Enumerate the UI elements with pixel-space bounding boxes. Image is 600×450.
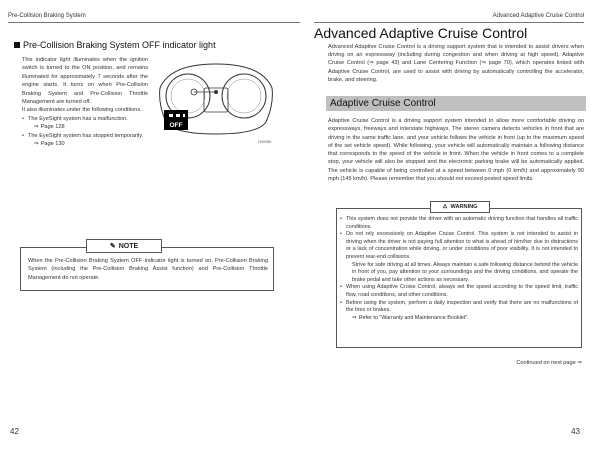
list-item-text: The EyeSight system has a malfunction. [28,115,128,122]
paragraph: This indicator light illuminates when the ignition switch is turned to the ON position, and remains illuminated for approximately 7 seconds after the engine starts. It turns on when Pre-Collision Braking System and Pre-Collision Throttle Management are turned off. [22,57,148,106]
condition-list [22,115,148,149]
arrow-right-icon: ⇒ [34,124,39,131]
header-rule [8,22,300,23]
warning-list [340,216,578,322]
figure-id: H00085 [258,140,272,144]
acc-description: Adaptive Cruise Control is a driving support system intended to allow more comfortable driving on expressways, freeways and interstate highways. The stereo camera detects vehicles in front that are driving in the same traffic lane, and your vehicle follows the vehicle in front (up to the maximum speed of the set vehicle speed). While following, your vehicle will automatically maintain a following distance that corresponds to the speed of the vehicle in front. When the vehicle in front comes to a complete stop, your vehicle will also be stopped and the electronic parking brake will be automatically applied. The vehicle is capable of being controlled at a speed between 0 mph (0 km/h) and approximately 90 mph (145 km/h). Please remember that you should not exceed posted speed limits. [328,118,584,182]
continued-next-page: Continued on next page ⇒ [516,360,582,366]
page-reference-text: Page 130 [40,141,65,148]
off-indicator-text: OFF [169,122,183,129]
list-item [340,231,578,284]
intro-paragraph: Advanced Adaptive Cruise Control is a driving support system that is intended to assist drivers when driving on an expressway (including during congestion and when driving at high speed). Adaptive Cruise Control (⇒ page 43) and Lane Centering Function (⇒ page 70), which operates linked with Adaptive Cruise Control, are used to assist with driving by automatically controlling the accelerator, brake, and steering. [328,44,584,83]
section-heading [14,40,216,50]
warning-title: WARNING [450,204,478,210]
list-item [340,284,578,299]
list-item [340,300,578,323]
note-title: NOTE [118,242,139,250]
page-reference[interactable] [28,123,148,131]
page-reference-text: Page 128 [40,124,65,131]
list-item-text: The EyeSight system has stopped temporarily. [28,132,144,139]
paragraph: It also illuminates under the following conditions. [22,107,142,114]
warning-triangle-icon: ⚠ [442,204,448,210]
instrument-cluster-illustration [158,60,274,136]
warning-header [430,201,490,213]
subsection-heading: Adaptive Cruise Control [326,96,586,111]
list-item [22,132,148,149]
section-heading-text: Pre-Collision Braking System OFF indicator light [23,40,216,50]
page-reference[interactable] [28,140,148,148]
list-item-text: When using Adaptive Cruise Control, always set the speed according to the speed limit, traffic flow, road conditions, and other conditions. [346,284,578,298]
note-pencil-icon: ✎ [109,243,116,250]
running-head: Advanced Adaptive Cruise Control [492,13,584,19]
right-page [300,0,600,450]
list-item-text: This system does not provide the driver with an automatic driving function that handles all traffic conditions. [346,216,578,230]
list-item-extra: Strive for safe driving at all times. Always maintain a safe following distance behind the vehicle in front of you, pay attention to your surroundings and the driving conditions, and operate the brake pedal and take other actions as necessary. [352,261,578,283]
list-item-text: Before using the system, perform a daily inspection and verify that there are no malfunctions of the tires or brakes. [346,299,578,314]
page-number: 43 [571,427,580,436]
header-rule [314,22,584,23]
indicator-description [22,56,148,148]
square-bullet-icon [14,42,20,48]
page-reference-text: Refer to "Warranty and Maintenance Booklet". [358,314,469,321]
list-item [340,216,578,231]
page-number: 42 [10,427,19,436]
page-title: Advanced Adaptive Cruise Control [314,25,528,41]
list-item [22,115,148,132]
running-head: Pre-Collision Braking System [8,13,86,19]
note-text: When the Pre-Collision Braking System OFF indicator light is turned on, Pre-Collision Braking System (including the Pre-Collision Braking Assist function) and Pre-Collision Throttle Management do not operate. [28,258,268,281]
arrow-right-icon: ⇒ [34,141,39,148]
page-reference[interactable] [346,315,578,323]
note-header [86,239,162,253]
arrow-right-icon: ⇒ [352,314,357,321]
list-item-text: Do not rely excessively on Adaptive Cruise Control. This system is not intended to assist in driving when the driver is not paying full attention to what is ahead of him/her due to distractions or a lack of concentration while driving, or under conditions of poor visibility. It is not intended to prevent rear-end collisions. [346,231,578,260]
